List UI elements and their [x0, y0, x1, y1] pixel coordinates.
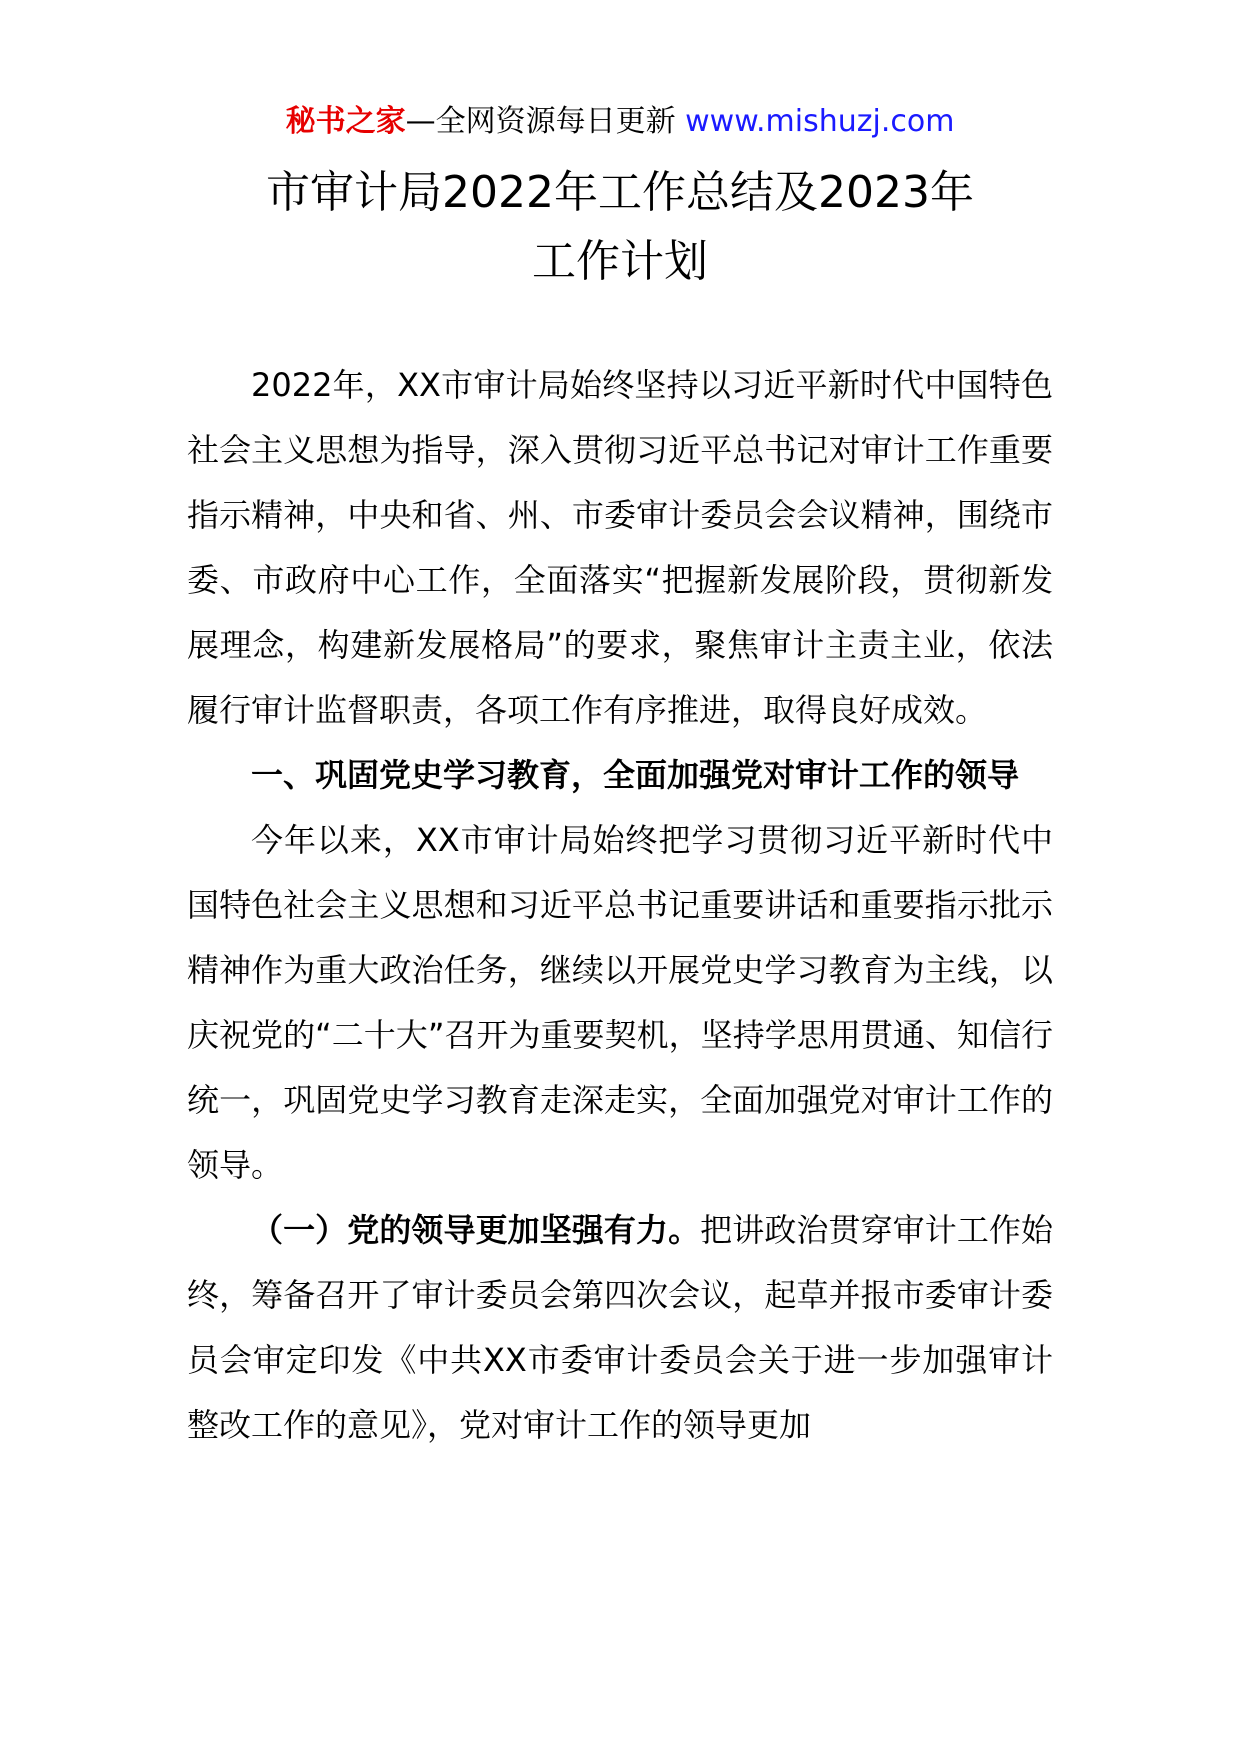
subsection-1-paragraph	[187, 1198, 1053, 1458]
site-url: www.mishuzj.com	[685, 104, 955, 139]
watermark-header	[0, 100, 1240, 144]
intro-paragraph: 2022年，XX市审计局始终坚持以习近平新时代中国特色社会主义思想为指导，深入贯彻习近平总书记对审计工作重要指示精神，中央和省、州、市委审计委员会会议精神，围绕市委、市政府中心工作，全面落实“把握新发展阶段，贯彻新发展理念，构建新发展格局”的要求，聚焦审计主责主业，依法履行审计监督职责，各项工作有序推进，取得良好成效。	[187, 366, 1053, 729]
section-1-heading: 一、巩固党史学习教育，全面加强党对审计工作的领导	[251, 756, 1020, 794]
document-body	[187, 353, 1053, 1458]
document-title-line-2: 工作计划	[532, 236, 708, 287]
section-1-paragraph: 今年以来，XX市审计局始终把学习贯彻习近平新时代中国特色社会主义思想和习近平总书记重要讲话和重要指示批示精神作为重大政治任务，继续以开展党史学习教育为主线，以庆祝党的“二十大”召开为重要契机，坚持学思用贯通、知信行统一，巩固党史学习教育走深走实，全面加强党对审计工作的领导。	[187, 821, 1053, 1184]
document-title-line-1: 市审计局2022年工作总结及2023年	[266, 167, 974, 218]
header-tagline: —全网资源每日更新	[405, 104, 676, 139]
subsection-1-body: 把讲政治贯穿审计工作始终，筹备召开了审计委员会第四次会议，起草并报市委审计委员会审定印发《中共XX市委审计委员会关于进一步加强审计整改工作的意见》，党对审计工作的领导更加	[187, 1211, 1053, 1444]
subsection-1-heading: （一）党的领导更加坚强有力。	[251, 1211, 701, 1249]
brand-name: 秘书之家	[285, 104, 406, 139]
